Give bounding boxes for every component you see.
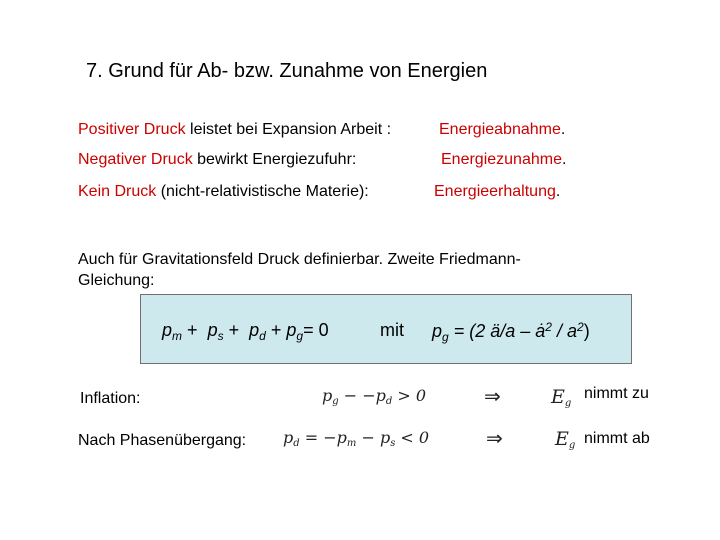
pressure-sum-equation: $p_m + p_s + p_d + p_g= 0$ bbox=[162, 320, 329, 343]
energy-conservation: Energieerhaltung bbox=[434, 183, 556, 200]
mit-label: mit bbox=[380, 320, 404, 340]
no-pressure-text: (nicht-relativistische Materie): bbox=[156, 183, 369, 200]
page-title: 7. Grund für Ab- bzw. Zunahme von Energien bbox=[86, 60, 488, 82]
positive-pressure-text: leistet bei Expansion Arbeit : bbox=[185, 121, 392, 138]
implies-arrow-icon: ⇒ bbox=[484, 384, 501, 408]
row-positive-result: Energieabnahme. bbox=[439, 121, 566, 138]
phase-energy-symbol: $E_g$ bbox=[555, 428, 576, 451]
row-no-pressure bbox=[78, 183, 369, 201]
negative-pressure-term: Negativer Druck bbox=[78, 151, 193, 168]
phase-transition-result: nimmt ab bbox=[584, 430, 650, 447]
row-positive-pressure bbox=[78, 121, 391, 139]
inflation-energy-symbol: $E_g$ bbox=[551, 386, 572, 409]
energy-increase: Energiezunahme bbox=[441, 151, 562, 168]
gravity-pressure-definition: $p_g = (2$ ä/a – $ȧ^2 / a^2$) bbox=[432, 320, 590, 344]
inflation-result: nimmt zu bbox=[584, 385, 649, 402]
negative-pressure-text: bewirkt Energiezufuhr: bbox=[192, 151, 357, 168]
paragraph-line-2: Gleichung: bbox=[78, 272, 155, 289]
row-negative-result: Energiezunahme. bbox=[441, 151, 567, 168]
row-negative-pressure bbox=[78, 151, 356, 169]
inflation-label: Inflation: bbox=[80, 390, 141, 407]
phase-transition-condition: $p_d = -p_m - p_s < 0$ bbox=[283, 428, 430, 449]
phase-transition-label: Nach Phasenübergang: bbox=[78, 432, 247, 449]
paragraph-line-1: Auch für Gravitationsfeld Druck definierbar. Zweite Friedmann- bbox=[78, 251, 521, 268]
implies-arrow-icon: ⇒ bbox=[486, 426, 503, 450]
no-pressure-term: Kein Druck bbox=[78, 183, 157, 200]
positive-pressure-term: Positiver Druck bbox=[78, 121, 186, 138]
row-no-pressure-result: Energieerhaltung. bbox=[434, 183, 561, 200]
energy-decrease: Energieabnahme bbox=[439, 121, 561, 138]
inflation-condition: $p_g - -p_d > 0$ bbox=[322, 386, 427, 407]
